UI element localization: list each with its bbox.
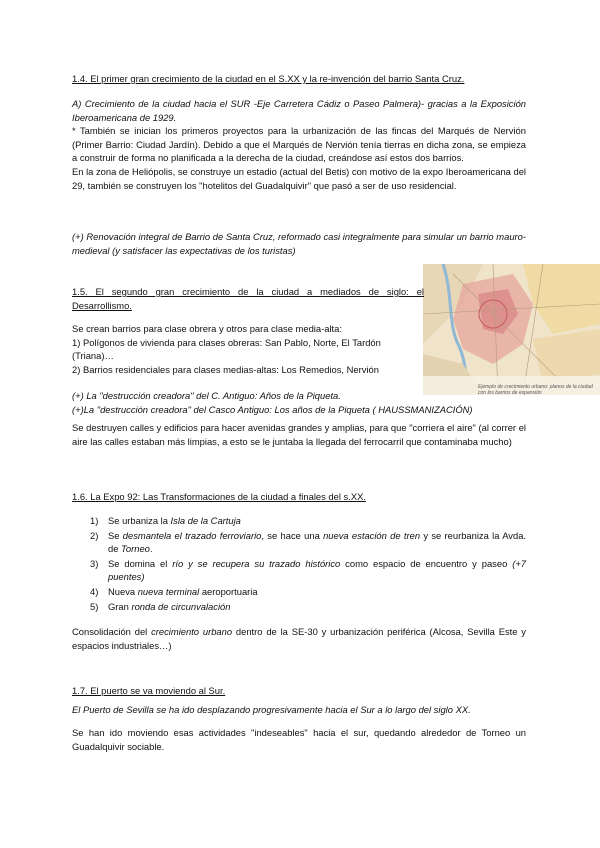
section-1-4-santa-cruz [72, 230, 526, 257]
expo-list [72, 514, 526, 613]
list-number: 2) [90, 529, 99, 541]
list-item-italic: Isla de la Cartuja [170, 515, 241, 526]
heading-a: A) Crecimiento de la ciudad hacia el SUR -Eje Carretera Cádiz o Paseo Palmera)- gracias a la Exposición Iberoamericana de 1929. [72, 98, 526, 123]
list-item-italic: río y se recupera su trazado histórico [172, 557, 341, 569]
expo-list-item [72, 600, 526, 614]
section-title-1-7: 1.7. El puerto se va moviendo al Sur. [72, 685, 226, 696]
section-1-7-title [72, 684, 526, 698]
map-caption: Ejemplo de crecimiento urbano: planos de la ciudad con los barrios de expansión [478, 384, 593, 396]
plus-line-2 [72, 403, 526, 417]
section-title-1-6: 1.6. La Expo 92: Las Transformaciones de la ciudad a finales del s.XX. [72, 491, 366, 502]
list-item-text: Se domina el [108, 557, 173, 569]
section-title-1-4: 1.4. El primer gran crecimiento de la ciudad en el S.XX y la re-invención del barrio Santa Cruz. [72, 73, 465, 84]
section-1-5-list [72, 322, 424, 376]
list-item-text: aeroportuaria [199, 585, 258, 597]
cons-text-2: dentro de la SE-30 y urbanización periférica (Alcosa, Sevilla Este y espacios industriales…) [72, 626, 526, 651]
city-map-drawing [423, 264, 600, 395]
section-1-6-list [72, 514, 526, 614]
list-item-text: Se [108, 529, 123, 541]
paragraph-consolidation [72, 625, 526, 652]
list-item-italic: (+7 puentes) [108, 557, 527, 583]
section-1-5-destruccion [72, 389, 526, 416]
list-item-text: Se urbaniza la [108, 515, 171, 526]
list-item-italic: ronda de circunvalación [131, 600, 231, 612]
list-item-1: 1) Polígonos de vivienda para clases obreras: San Pablo, Norte, El Tardón [72, 336, 381, 348]
list-number: 5) [90, 600, 99, 612]
section-1-4 [72, 72, 526, 86]
expo-list-item [72, 585, 526, 599]
section-title-1-5-line2: Desarrollismo. [72, 299, 132, 311]
list-item-text: y se reurbaniza la Avda. de [108, 529, 527, 555]
list-item-italic: Torneo [121, 543, 150, 555]
list-item-text: como espacio de encuentro y paseo [340, 557, 513, 569]
list-number: 3) [90, 557, 99, 569]
list-item-1-cont: (Triana)… [72, 350, 114, 362]
cons-text-1: Consolidación del [72, 626, 152, 637]
list-item-italic: desmantela el trazado ferroviario [122, 529, 262, 541]
expo-list-item [72, 529, 526, 556]
list-number: 1) [90, 515, 99, 526]
list-item-italic: nueva terminal [137, 585, 200, 597]
expo-list-item [72, 557, 526, 584]
list-item-italic: nueva estación de tren [323, 529, 421, 541]
list-item-2: 2) Barrios residenciales para clases medias-altas: Los Remedios, Nervión [72, 363, 379, 375]
paragraph-port: El Puerto de Sevilla se ha ido desplazando progresivamente hacia el Sur a lo largo del siglo XX. [72, 704, 471, 715]
section-1-4-body [72, 97, 526, 192]
paragraph-destruction: Se destruyen calles y edificios para hacer avenidas grandes y amplias, para que "corriera el aire" (al correr el aire las calles estaban más limpias, a esto se le juntaba la llegada del ferrocarril que contaminaba mucho) [72, 422, 526, 447]
section-1-6-consolidation [72, 625, 526, 652]
paragraph-nervion: * También se inician los primeros proyectos para la urbanización de las fincas del Marqués de Nervión (Primer Barrio: Ciudad Jardín). Debido a que el Marqués de Nervión tenía tierras en dicha zona, se empieza a construir de forma no planificada a la derecha de la ciudad, creándose así estos dos barrios. [72, 125, 526, 164]
section-1-5-title [72, 285, 424, 312]
list-item-text: . [149, 543, 153, 555]
section-1-7-body [72, 703, 526, 717]
list-item-text: , se hace una [261, 529, 324, 541]
plus-line-2-suffix: ( HAUSSMANIZACIÓN) [369, 403, 473, 415]
section-title-1-5-line1: 1.5. El segundo gran crecimiento de la ciudad a mediados de siglo: el [72, 286, 424, 297]
plus-line-1: (+) La "destrucción creadora" del C. Antiguo: Años de la Piqueta. [72, 390, 341, 401]
list-item-text: Nueva [108, 585, 138, 597]
paragraph-heliopolis: En la zona de Heliópolis, se construye un estadio (actual del Betis) con motivo de la expo Iberoamericana del 29, también se construyen los "hotelitos del Guadalquivir" que pasó a ser de uso residencial. [72, 165, 526, 191]
plus-line-2-main: (+)La "destrucción creadora" del Casco Antiguo: Los años de la Piqueta [72, 403, 370, 415]
paragraph-intro: Se crean barrios para clase obrera y otros para clase media-alta: [72, 323, 342, 334]
list-number: 4) [90, 585, 99, 597]
paragraph-guadalquivir: Se han ido moviendo esas actividades "indeseables" hacia el sur, quedando alrededor de Torneo un Guadalquivir sociable. [72, 727, 526, 752]
city-map-image [423, 264, 600, 395]
cons-italic: crecimiento urbano [151, 626, 233, 637]
paragraph-santa-cruz: (+) Renovación integral de Barrio de Santa Cruz, reformado casi integralmente para simular un barrio mauro-medieval (y satisfacer las expectativas de los turistas) [72, 231, 526, 256]
list-item-text: Gran [108, 600, 132, 612]
section-1-6-title [72, 490, 526, 504]
expo-list-item [72, 514, 526, 528]
section-1-7-body-2 [72, 726, 526, 753]
section-1-5-end [72, 421, 526, 448]
